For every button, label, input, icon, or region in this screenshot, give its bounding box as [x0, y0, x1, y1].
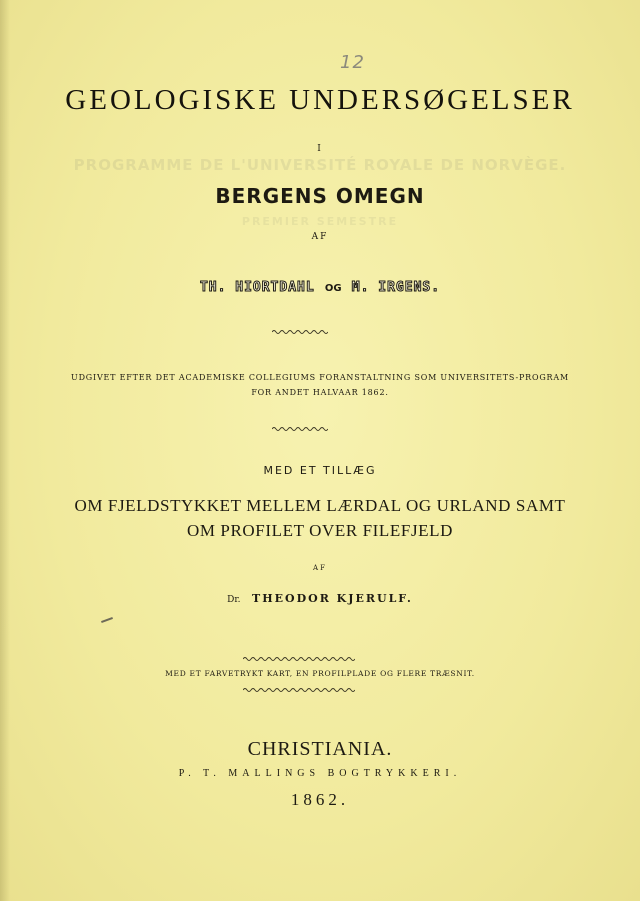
- ornament-rule-4: [243, 686, 355, 694]
- publication-note-line-1: UDGIVET EFTER DET ACADEMISKE COLLEGIUMS FORANSTALTNING SOM UNIVERSITETS-PROGRAM: [71, 373, 569, 382]
- imprint-printer: P. T. MALLINGS BOGTRYKKERI.: [178, 768, 462, 779]
- ornament-rule-1: [272, 328, 328, 336]
- stray-mark: [101, 617, 113, 623]
- supplement-title: [0, 493, 640, 543]
- authors-og: OG: [324, 283, 342, 294]
- by-line-af: AF: [311, 232, 329, 242]
- pencil-annotation: 12: [340, 52, 365, 73]
- ornament-rule-3: [243, 655, 355, 663]
- supplement-author: [0, 592, 640, 605]
- imprint-city: CHRISTIANIA.: [247, 738, 393, 760]
- subtitle-place: BERGENS OMEGN: [215, 184, 425, 208]
- author-kjerulf: THEODOR KJERULF.: [252, 592, 413, 605]
- imprint-year: 1862.: [290, 790, 350, 809]
- page-edge-shadow: [0, 0, 10, 901]
- illustrations-note: MED ET FARVETRYKT KART, EN PROFILPLADE OG FLERE TRÆSNIT.: [165, 669, 475, 678]
- by-line-af-2: AF: [313, 564, 327, 572]
- publication-note-line-2: FOR ANDET HALVAAR 1862.: [251, 388, 389, 397]
- connector-i: I: [317, 144, 323, 154]
- supplement-heading: MED ET TILLÆG: [263, 464, 377, 477]
- author-hiortdahl: TH. HIORTDAHL: [199, 280, 315, 295]
- authors-line: [0, 280, 640, 295]
- author-irgens: M. IRGENS.: [351, 280, 441, 295]
- ornament-rule-2: [272, 425, 328, 433]
- supplement-title-line-1: OM FJELDSTYKKET MELLEM LÆRDAL OG URLAND SAMT: [74, 496, 566, 515]
- bleed-through-text: PROGRAMME DE L'UNIVERSITÉ ROYALE DE NORVÈGE.: [73, 156, 567, 174]
- supplement-title-line-2: OM PROFILET OVER FILEFJELD: [186, 521, 454, 540]
- bleed-through-text-2: PREMIER SEMESTRE: [241, 215, 399, 228]
- page-title: GEOLOGISKE UNDERSØGELSER: [65, 84, 575, 116]
- publication-note: [0, 370, 640, 400]
- author-title: Dr.: [227, 595, 241, 605]
